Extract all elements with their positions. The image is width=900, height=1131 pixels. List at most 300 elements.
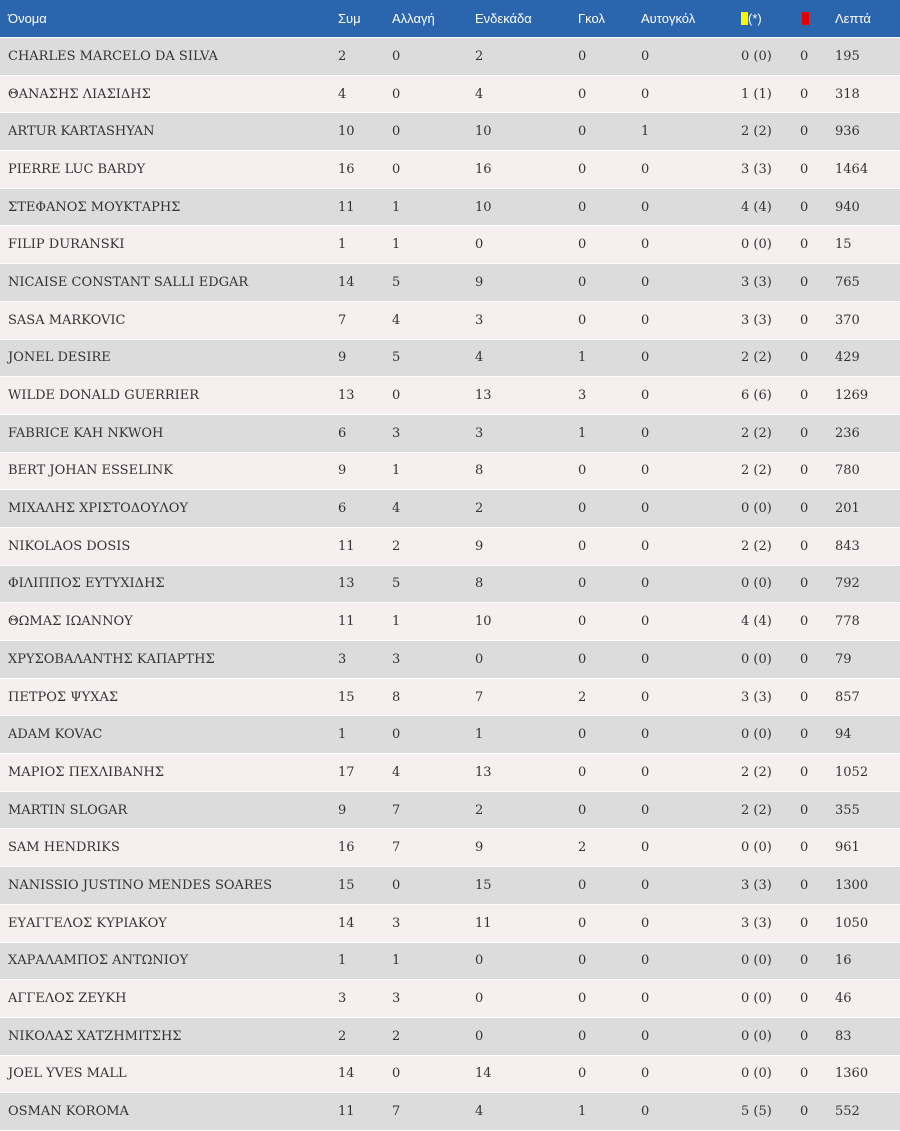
cell-minutes: 1464 [835,151,900,189]
cell-red-cards: 0 [800,1093,835,1131]
cell-name: ΧΑΡΑΛΑΜΠΟΣ ΑΝΤΩΝΙΟΥ [0,942,338,980]
cell-minutes: 961 [835,829,900,867]
table-row [0,75,900,113]
cell-subs: 0 [392,75,475,113]
cell-subs: 5 [392,565,475,603]
cell-minutes: 370 [835,301,900,339]
cell-apps: 10 [338,113,392,151]
cell-apps: 9 [338,791,392,829]
cell-red-cards: 0 [800,339,835,377]
cell-apps: 3 [338,641,392,679]
cell-own-goals: 0 [641,603,741,641]
cell-starts: 9 [475,527,578,565]
cell-subs: 0 [392,716,475,754]
cell-starts: 0 [475,641,578,679]
cell-name: ΜΑΡΙΟΣ ΠΕΧΛΙΒΑΝΗΣ [0,754,338,792]
cell-minutes: 201 [835,490,900,528]
cell-apps: 14 [338,1055,392,1093]
cell-goals: 0 [578,452,641,490]
cell-yellow-cards: 2 (2) [741,414,800,452]
cell-name: ΠΕΤΡΟΣ ΨΥΧΑΣ [0,678,338,716]
cell-goals: 0 [578,904,641,942]
table-row [0,113,900,151]
cell-starts: 9 [475,264,578,302]
cell-goals: 2 [578,829,641,867]
cell-subs: 0 [392,113,475,151]
cell-minutes: 15 [835,226,900,264]
cell-own-goals: 0 [641,641,741,679]
cell-subs: 2 [392,527,475,565]
cell-subs: 4 [392,490,475,528]
cell-goals: 0 [578,716,641,754]
cell-apps: 1 [338,716,392,754]
table-row [0,1017,900,1055]
cell-yellow-cards: 3 (3) [741,678,800,716]
cell-name: FABRICE KAH NKWOH [0,414,338,452]
red-card-icon [802,12,809,25]
col-goals-header[interactable]: Γκολ [578,0,641,38]
cell-starts: 4 [475,1093,578,1131]
cell-subs: 3 [392,641,475,679]
cell-apps: 6 [338,490,392,528]
cell-red-cards: 0 [800,75,835,113]
cell-subs: 5 [392,339,475,377]
cell-red-cards: 0 [800,301,835,339]
cell-red-cards: 0 [800,942,835,980]
cell-starts: 13 [475,754,578,792]
cell-own-goals: 0 [641,226,741,264]
cell-starts: 8 [475,452,578,490]
cell-yellow-cards: 2 (2) [741,113,800,151]
cell-goals: 0 [578,641,641,679]
cell-apps: 11 [338,1093,392,1131]
cell-starts: 4 [475,339,578,377]
col-apps-header[interactable]: Συμ [338,0,392,38]
cell-yellow-cards: 0 (0) [741,716,800,754]
cell-goals: 0 [578,942,641,980]
cell-own-goals: 0 [641,527,741,565]
cell-apps: 15 [338,867,392,905]
cell-name: ΣΤΕΦΑΝΟΣ ΜΟΥΚΤΑΡΗΣ [0,188,338,226]
cell-apps: 7 [338,301,392,339]
cell-red-cards: 0 [800,1017,835,1055]
cell-subs: 0 [392,38,475,76]
table-row [0,942,900,980]
cell-own-goals: 0 [641,565,741,603]
table-row [0,1055,900,1093]
table-row [0,716,900,754]
cell-name: ΕΥΑΓΓΕΛΟΣ ΚΥΡΙΑΚΟΥ [0,904,338,942]
cell-minutes: 1300 [835,867,900,905]
cell-own-goals: 0 [641,377,741,415]
cell-yellow-cards: 0 (0) [741,226,800,264]
table-row [0,188,900,226]
cell-subs: 4 [392,301,475,339]
cell-apps: 16 [338,151,392,189]
table-row [0,1093,900,1131]
cell-goals: 0 [578,226,641,264]
cell-goals: 0 [578,791,641,829]
cell-red-cards: 0 [800,264,835,302]
cell-minutes: 16 [835,942,900,980]
cell-yellow-cards: 0 (0) [741,490,800,528]
cell-apps: 1 [338,942,392,980]
cell-apps: 2 [338,1017,392,1055]
cell-subs: 0 [392,377,475,415]
cell-yellow-cards: 0 (0) [741,641,800,679]
yellow-card-icon [741,12,748,25]
table-row [0,301,900,339]
cell-own-goals: 0 [641,867,741,905]
cell-starts: 2 [475,490,578,528]
cell-minutes: 936 [835,113,900,151]
cell-apps: 11 [338,603,392,641]
cell-goals: 2 [578,678,641,716]
cell-red-cards: 0 [800,527,835,565]
table-row [0,339,900,377]
cell-goals: 0 [578,490,641,528]
col-name-header[interactable]: Όνομα [0,0,338,38]
cell-apps: 15 [338,678,392,716]
cell-own-goals: 0 [641,339,741,377]
cell-yellow-cards: 3 (3) [741,904,800,942]
cell-minutes: 236 [835,414,900,452]
table-row [0,678,900,716]
cell-subs: 5 [392,264,475,302]
cell-yellow-cards: 0 (0) [741,38,800,76]
cell-name: FILIP DURANSKI [0,226,338,264]
cell-subs: 3 [392,980,475,1018]
cell-apps: 13 [338,565,392,603]
table-row [0,754,900,792]
cell-yellow-cards: 0 (0) [741,942,800,980]
cell-red-cards: 0 [800,414,835,452]
cell-subs: 7 [392,1093,475,1131]
cell-red-cards: 0 [800,641,835,679]
cell-goals: 0 [578,565,641,603]
cell-red-cards: 0 [800,188,835,226]
cell-name: ΧΡΥΣΟΒΑΛΑΝΤΗΣ ΚΑΠΑΡΤΗΣ [0,641,338,679]
cell-name: ΝΙΚΟΛΑΣ ΧΑΤΖΗΜΙΤΣΗΣ [0,1017,338,1055]
cell-red-cards: 0 [800,980,835,1018]
cell-starts: 2 [475,791,578,829]
cell-goals: 0 [578,301,641,339]
cell-starts: 7 [475,678,578,716]
cell-goals: 0 [578,151,641,189]
cell-minutes: 318 [835,75,900,113]
cell-yellow-cards: 1 (1) [741,75,800,113]
cell-starts: 14 [475,1055,578,1093]
cell-red-cards: 0 [800,452,835,490]
table-header [0,0,900,38]
cell-apps: 1 [338,226,392,264]
cell-name: SAM HENDRIKS [0,829,338,867]
table-row [0,829,900,867]
cell-own-goals: 0 [641,414,741,452]
cell-name: MARTIN SLOGAR [0,791,338,829]
cell-goals: 0 [578,754,641,792]
cell-own-goals: 0 [641,754,741,792]
cell-starts: 13 [475,377,578,415]
cell-yellow-cards: 6 (6) [741,377,800,415]
cell-subs: 1 [392,942,475,980]
cell-name: OSMAN KOROMA [0,1093,338,1131]
cell-yellow-cards: 2 (2) [741,754,800,792]
cell-name: ARTUR KARTASHYAN [0,113,338,151]
table-row [0,264,900,302]
cell-apps: 11 [338,527,392,565]
cell-red-cards: 0 [800,716,835,754]
cell-yellow-cards: 0 (0) [741,1017,800,1055]
cell-red-cards: 0 [800,867,835,905]
cell-red-cards: 0 [800,829,835,867]
cell-goals: 1 [578,1093,641,1131]
cell-red-cards: 0 [800,490,835,528]
cell-minutes: 94 [835,716,900,754]
cell-name: NICAISE CONSTANT SALLI EDGAR [0,264,338,302]
table-row [0,151,900,189]
cell-name: JONEL DESIRE [0,339,338,377]
cell-starts: 0 [475,226,578,264]
cell-own-goals: 0 [641,452,741,490]
cell-subs: 0 [392,1055,475,1093]
cell-name: SASA MARKOVIC [0,301,338,339]
cell-goals: 0 [578,527,641,565]
cell-own-goals: 0 [641,490,741,528]
cell-red-cards: 0 [800,377,835,415]
cell-starts: 0 [475,942,578,980]
cell-apps: 14 [338,264,392,302]
cell-yellow-cards: 2 (2) [741,452,800,490]
cell-subs: 1 [392,226,475,264]
cell-yellow-cards: 3 (3) [741,867,800,905]
cell-apps: 14 [338,904,392,942]
cell-minutes: 778 [835,603,900,641]
cell-goals: 3 [578,377,641,415]
cell-subs: 1 [392,452,475,490]
cell-yellow-cards: 3 (3) [741,151,800,189]
cell-own-goals: 0 [641,942,741,980]
cell-subs: 2 [392,1017,475,1055]
cell-name: WILDE DONALD GUERRIER [0,377,338,415]
cell-starts: 4 [475,75,578,113]
cell-minutes: 195 [835,38,900,76]
table-row [0,38,900,76]
cell-yellow-cards: 0 (0) [741,980,800,1018]
cell-own-goals: 0 [641,1017,741,1055]
table-row [0,565,900,603]
cell-own-goals: 0 [641,1093,741,1131]
cell-starts: 1 [475,716,578,754]
cell-own-goals: 0 [641,264,741,302]
cell-starts: 3 [475,301,578,339]
cell-own-goals: 0 [641,904,741,942]
cell-own-goals: 0 [641,678,741,716]
cell-subs: 1 [392,188,475,226]
col-yellow-header[interactable] [741,0,800,38]
cell-own-goals: 0 [641,791,741,829]
cell-apps: 3 [338,980,392,1018]
table-row [0,490,900,528]
cell-name: NANISSIO JUSTINO MENDES SOARES [0,867,338,905]
cell-name: ADAM KOVAC [0,716,338,754]
cell-yellow-cards: 2 (2) [741,339,800,377]
cell-starts: 8 [475,565,578,603]
cell-apps: 9 [338,452,392,490]
cell-minutes: 1360 [835,1055,900,1093]
cell-minutes: 940 [835,188,900,226]
cell-minutes: 79 [835,641,900,679]
cell-starts: 3 [475,414,578,452]
cell-apps: 2 [338,38,392,76]
cell-goals: 1 [578,414,641,452]
cell-own-goals: 0 [641,151,741,189]
header-row [0,0,900,38]
cell-starts: 0 [475,1017,578,1055]
cell-yellow-cards: 2 (2) [741,791,800,829]
cell-apps: 17 [338,754,392,792]
cell-minutes: 46 [835,980,900,1018]
cell-yellow-cards: 0 (0) [741,1055,800,1093]
cell-own-goals: 0 [641,75,741,113]
cell-red-cards: 0 [800,565,835,603]
cell-own-goals: 0 [641,38,741,76]
cell-minutes: 355 [835,791,900,829]
cell-goals: 0 [578,1017,641,1055]
cell-minutes: 1269 [835,377,900,415]
cell-starts: 10 [475,603,578,641]
table-row [0,527,900,565]
table-row [0,867,900,905]
cell-minutes: 780 [835,452,900,490]
cell-starts: 9 [475,829,578,867]
cell-minutes: 552 [835,1093,900,1131]
cell-apps: 13 [338,377,392,415]
cell-red-cards: 0 [800,754,835,792]
cell-apps: 6 [338,414,392,452]
cell-minutes: 1052 [835,754,900,792]
cell-own-goals: 0 [641,188,741,226]
cell-red-cards: 0 [800,1055,835,1093]
table-row [0,641,900,679]
col-own-goals-header[interactable]: Αυτογκόλ [641,0,741,38]
table-row [0,452,900,490]
table-row [0,377,900,415]
cell-name: CHARLES MARCELO DA SILVA [0,38,338,76]
cell-starts: 10 [475,113,578,151]
table-body [0,38,900,1131]
cell-starts: 16 [475,151,578,189]
cell-goals: 0 [578,867,641,905]
cell-own-goals: 1 [641,113,741,151]
cell-name: ΜΙΧΑΛΗΣ ΧΡΙΣΤΟΔΟΥΛΟΥ [0,490,338,528]
cell-own-goals: 0 [641,716,741,754]
cell-red-cards: 0 [800,226,835,264]
cell-apps: 16 [338,829,392,867]
cell-name: ΦΙΛΙΠΠΟΣ ΕΥΤΥΧΙΔΗΣ [0,565,338,603]
cell-starts: 15 [475,867,578,905]
cell-subs: 7 [392,829,475,867]
cell-minutes: 429 [835,339,900,377]
cell-subs: 4 [392,754,475,792]
cell-apps: 4 [338,75,392,113]
cell-subs: 8 [392,678,475,716]
cell-apps: 11 [338,188,392,226]
cell-yellow-cards: 3 (3) [741,264,800,302]
cell-subs: 0 [392,151,475,189]
cell-yellow-cards: 0 (0) [741,829,800,867]
col-red-header[interactable] [800,0,835,38]
cell-yellow-cards: 4 (4) [741,603,800,641]
cell-goals: 0 [578,603,641,641]
cell-goals: 0 [578,38,641,76]
cell-goals: 0 [578,980,641,1018]
cell-name: JOEL YVES MALL [0,1055,338,1093]
cell-name: NIKOLAOS DOSIS [0,527,338,565]
table-row [0,904,900,942]
cell-starts: 10 [475,188,578,226]
cell-minutes: 843 [835,527,900,565]
cell-yellow-cards: 5 (5) [741,1093,800,1131]
cell-red-cards: 0 [800,603,835,641]
table-row [0,980,900,1018]
col-starts-header[interactable]: Ενδεκάδα [475,0,578,38]
table-row [0,414,900,452]
cell-subs: 1 [392,603,475,641]
cell-yellow-cards: 2 (2) [741,527,800,565]
cell-own-goals: 0 [641,980,741,1018]
cell-minutes: 765 [835,264,900,302]
cell-yellow-cards: 4 (4) [741,188,800,226]
cell-name: ΘΩΜΑΣ ΙΩΑΝΝΟΥ [0,603,338,641]
cell-subs: 3 [392,414,475,452]
cell-red-cards: 0 [800,791,835,829]
yellow-header-suffix: (*) [748,11,762,26]
cell-goals: 0 [578,264,641,302]
cell-red-cards: 0 [800,113,835,151]
cell-red-cards: 0 [800,151,835,189]
cell-subs: 0 [392,867,475,905]
cell-own-goals: 0 [641,301,741,339]
cell-starts: 0 [475,980,578,1018]
cell-red-cards: 0 [800,38,835,76]
cell-subs: 3 [392,904,475,942]
cell-yellow-cards: 3 (3) [741,301,800,339]
cell-name: PIERRE LUC BARDY [0,151,338,189]
cell-red-cards: 0 [800,678,835,716]
cell-minutes: 1050 [835,904,900,942]
table-row [0,791,900,829]
col-minutes-header[interactable]: Λεπτά [835,0,900,38]
cell-goals: 1 [578,339,641,377]
cell-own-goals: 0 [641,829,741,867]
col-subs-header[interactable]: Αλλαγή [392,0,475,38]
table-row [0,226,900,264]
cell-apps: 9 [338,339,392,377]
table-row [0,603,900,641]
cell-goals: 0 [578,113,641,151]
cell-minutes: 792 [835,565,900,603]
cell-minutes: 83 [835,1017,900,1055]
cell-starts: 2 [475,38,578,76]
cell-goals: 0 [578,188,641,226]
cell-name: ΘΑΝΑΣΗΣ ΛΙΑΣΙΔΗΣ [0,75,338,113]
cell-name: ΑΓΓΕΛΟΣ ΖΕΥΚΗ [0,980,338,1018]
cell-subs: 7 [392,791,475,829]
cell-goals: 0 [578,75,641,113]
cell-goals: 0 [578,1055,641,1093]
cell-starts: 11 [475,904,578,942]
